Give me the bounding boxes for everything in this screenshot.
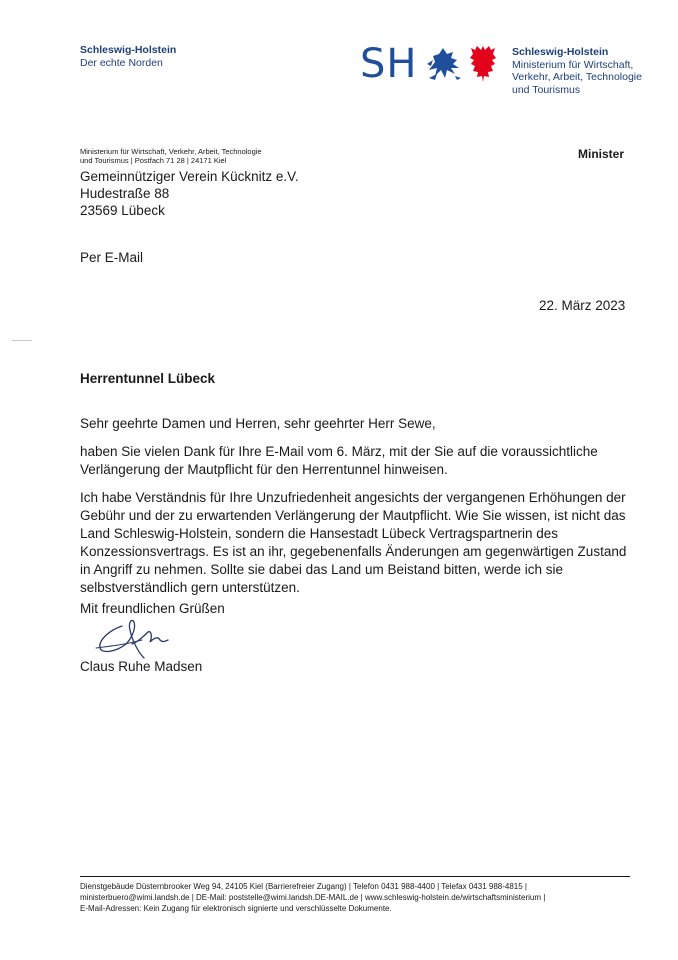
salutation: Sehr geehrte Damen und Herren, sehr geehrter Herr Sewe, [80, 416, 436, 431]
delivery-method: Per E-Mail [80, 250, 144, 265]
footer-line: Dienstgebäude Düsternbrooker Weg 94, 24105 Kiel (Barrierefreier Zugang) | Telefon 0431 988-4400 | Telefax 0431 988-4815 | [80, 882, 527, 891]
sender-line: Ministerium für Wirtschaft, Verkehr, Arbeit, Technologie [80, 147, 262, 156]
recipient-line: 23569 Lübeck [80, 203, 165, 218]
recipient-line: Gemeinnütziger Verein Kücknitz e.V. [80, 169, 299, 184]
body-paragraph: haben Sie vielen Dank für Ihre E-Mail vom 6. März, mit der Sie auf die voraussichtliche Verlängerung der Mautpflicht für den Herrentunnel hinweisen. [80, 444, 598, 477]
sender-line: und Tourismus | Postfach 71 28 | 24171 Kiel [80, 156, 227, 165]
ministry-brand-name: Schleswig-Holstein [512, 46, 609, 58]
footer [80, 881, 640, 914]
nettle-leaf-icon [469, 44, 497, 84]
lion-icon [425, 44, 465, 84]
sender-return-address [80, 147, 320, 165]
ministry-line: und Tourismus [512, 83, 581, 96]
brand-tagline: Der echte Norden [80, 57, 163, 69]
fold-mark [12, 340, 32, 341]
sender-role: Minister [578, 147, 625, 161]
letter-body [80, 415, 640, 607]
recipient-address [80, 168, 299, 219]
brand-name: Schleswig-Holstein [80, 44, 177, 56]
letter-subject: Herrentunnel Lübeck [80, 371, 216, 386]
ministry-line: Verkehr, Arbeit, Technologie [512, 71, 642, 83]
recipient-line: Hudestraße 88 [80, 186, 170, 201]
brand-block-right [512, 46, 642, 96]
signer-name: Claus Ruhe Madsen [80, 659, 203, 674]
brand-block-left [80, 44, 176, 70]
sh-logo [360, 42, 497, 86]
footer-line: ministerbuero@wimi.landsh.de | DE-Mail: poststelle@wimi.landsh.DE-MAIL.de | www.schleswig-holstein.de/wirtschaftsministerium | [80, 893, 546, 902]
letter-date: 22. März 2023 [539, 298, 626, 313]
body-paragraph: Ich habe Verständnis für Ihre Unzufriedenheit angesichts der vergangenen Erhöhungen der Gebühr und der zu erwartenden Verlängerung der Mautpflicht. Wie Sie wissen, ist nicht das Land Schleswig-Holstein, sondern die Hansestadt Lübeck Vertragspartnerin des Konzessionsvertrags. Es ist an ihr, gegebenenfalls Änderungen am gegenwärtigen Zustand in Angriff zu nehmen. Sollte sie dabei das Land um Beistand bitten, werde ich sie selbstverständlich gern unterstützen. [80, 490, 627, 595]
footer-line: E-Mail-Adressen: Kein Zugang für elektronisch signierte und verschlüsselte Dokumente. [80, 904, 392, 913]
logo-initials: SH [360, 41, 418, 87]
footer-divider [80, 876, 630, 877]
closing-phrase: Mit freundlichen Grüßen [80, 601, 225, 616]
ministry-line: Ministerium für Wirtschaft, [512, 58, 634, 71]
